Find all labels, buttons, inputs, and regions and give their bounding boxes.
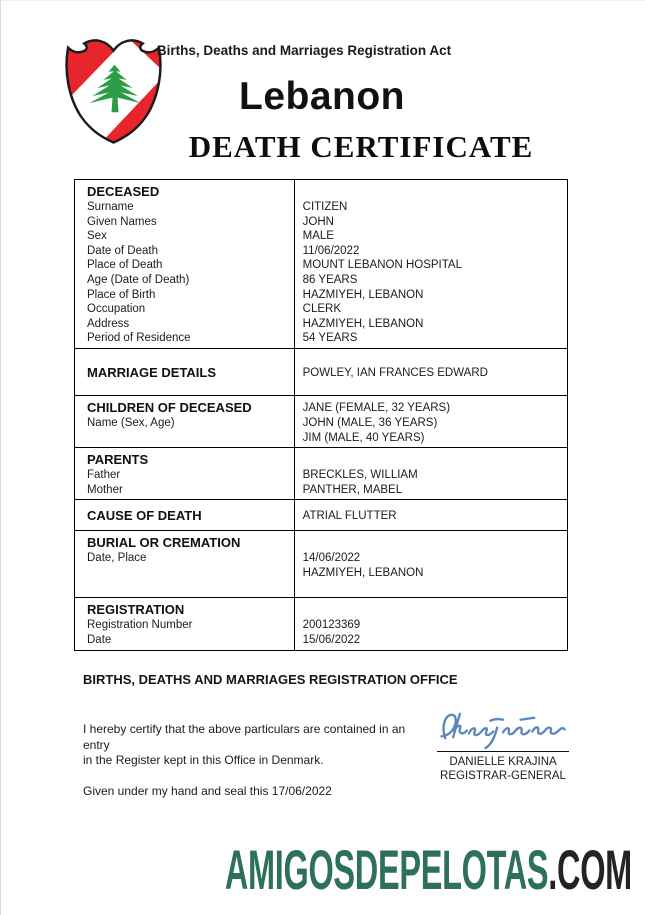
field-value: 11/06/2022 bbox=[302, 244, 360, 257]
section-title: PARENTS bbox=[87, 452, 149, 468]
brand-main: AMIGOSDEPELOTAS bbox=[224, 838, 549, 901]
field-value: HAZMIYEH, LEBANON bbox=[302, 317, 424, 330]
signature-block bbox=[437, 708, 569, 783]
field-value: CITIZEN bbox=[302, 201, 348, 213]
certify-line-2: in the Register kept in this Office in Denmark. bbox=[83, 753, 324, 767]
field-label: Given Names bbox=[87, 215, 157, 228]
field-value: 86 YEARS bbox=[302, 273, 358, 286]
field-label: Date bbox=[87, 633, 112, 646]
field-label: Surname bbox=[87, 201, 134, 213]
field-label: Mother bbox=[87, 483, 123, 496]
field-value: HAZMIYEH, LEBANON bbox=[302, 566, 424, 579]
section-parents bbox=[75, 448, 568, 500]
brand-tld: .COM bbox=[548, 838, 632, 901]
section-title: REGISTRATION bbox=[87, 602, 185, 618]
registrar-name: DANIELLE KRAJINA bbox=[449, 756, 557, 768]
registrar-title: REGISTRAR-GENERAL bbox=[440, 770, 566, 782]
section-title: CHILDREN OF DECEASED bbox=[87, 399, 252, 415]
field-value: CLERK bbox=[302, 303, 341, 316]
field-label: Age (Date of Death) bbox=[87, 273, 190, 286]
field-label: Sex bbox=[87, 230, 107, 243]
field-label: Father bbox=[87, 469, 121, 482]
field-value: 14/06/2022 bbox=[302, 552, 361, 565]
field-value: JANE (FEMALE, 32 YEARS) bbox=[302, 401, 451, 414]
section-marriage-details bbox=[75, 348, 568, 395]
field-label: Address bbox=[87, 317, 130, 330]
registration-office-heading: BIRTHS, DEATHS AND MARRIAGES REGISTRATION OFFICE bbox=[83, 672, 458, 687]
field-value: MOUNT LEBANON HOSPITAL bbox=[302, 259, 462, 272]
field-value: JOHN (MALE, 36 YEARS) bbox=[302, 416, 438, 429]
deceased-values bbox=[294, 180, 567, 349]
field-value: POWLEY, IAN FRANCES EDWARD bbox=[302, 366, 488, 379]
section-cause-of-death bbox=[75, 500, 568, 531]
field-label: Registration Number bbox=[87, 619, 193, 632]
certify-line-1: I hereby certify that the above particulars are contained in an entry bbox=[83, 722, 406, 752]
deceased-labels bbox=[75, 180, 295, 349]
registrar-signature-icon bbox=[437, 708, 569, 752]
field-label: Period of Residence bbox=[87, 332, 191, 345]
act-title: Births, Deaths and Marriages Registration Act bbox=[156, 43, 452, 58]
field-label: Occupation bbox=[87, 303, 146, 316]
certification-statement bbox=[83, 722, 435, 769]
section-deceased bbox=[75, 180, 568, 349]
section-registration bbox=[75, 598, 568, 651]
field-label: Date, Place bbox=[87, 552, 147, 565]
section-title: BURIAL OR CREMATION bbox=[87, 535, 241, 551]
field-label: Place of Death bbox=[87, 259, 163, 272]
field-label: Date of Death bbox=[87, 244, 158, 257]
section-burial bbox=[75, 531, 568, 598]
field-value: 15/06/2022 bbox=[302, 633, 361, 646]
section-title: CAUSE OF DEATH bbox=[87, 508, 202, 524]
field-value: PANTHER, MABEL bbox=[302, 483, 403, 496]
field-value: 54 YEARS bbox=[302, 332, 358, 345]
document-title: DEATH CERTIFICATE bbox=[188, 129, 534, 164]
field-value: 200123369 bbox=[302, 619, 361, 632]
field-value: ATRIAL FLUTTER bbox=[302, 510, 397, 523]
field-label: Name (Sex, Age) bbox=[87, 416, 175, 429]
field-value: JIM (MALE, 40 YEARS) bbox=[302, 431, 425, 444]
section-title: DECEASED bbox=[87, 184, 160, 199]
field-value: HAZMIYEH, LEBANON bbox=[302, 288, 424, 301]
brand-watermark bbox=[224, 838, 632, 901]
seal-statement: Given under my hand and seal this 17/06/2022 bbox=[83, 784, 332, 798]
field-value: MALE bbox=[302, 230, 334, 243]
field-value: BRECKLES, WILLIAM bbox=[302, 469, 418, 482]
section-children bbox=[75, 395, 568, 447]
section-title: MARRIAGE DETAILS bbox=[87, 364, 217, 380]
country-title: Lebanon bbox=[239, 75, 405, 118]
field-label: Place of Birth bbox=[87, 288, 156, 301]
field-value: JOHN bbox=[302, 215, 334, 228]
certificate-table bbox=[74, 179, 568, 651]
